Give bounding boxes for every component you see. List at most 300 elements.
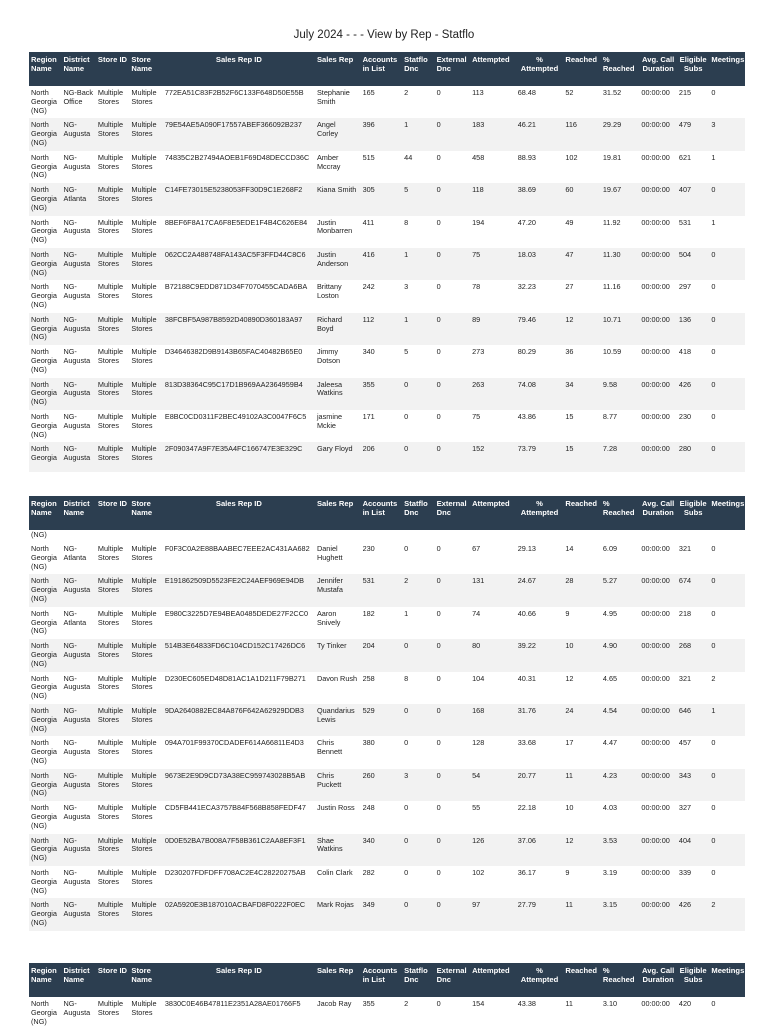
cell-sales-rep: Jimmy Dotson — [316, 347, 341, 365]
cell-store-name: Multiple Stores — [129, 639, 162, 671]
table-header-row — [29, 496, 745, 530]
cell-store-name: Multiple Stores — [131, 411, 157, 430]
cell-store-name: Multiple Stores — [131, 999, 157, 1017]
cell-statflo-dnc: 0 — [402, 704, 434, 736]
report-page-2 — [29, 496, 745, 931]
table-row — [29, 86, 745, 118]
cell-reached: 12 — [563, 313, 601, 345]
cell-avg-call-duration: 00:00:00 — [639, 898, 677, 930]
cell-region-name: North Georgia (NG) — [29, 898, 61, 930]
column-header-sales-rep-id: Sales Rep ID — [163, 496, 315, 530]
cell-accounts-in-list: 305 — [361, 183, 403, 215]
cell-pct-reached: 11.30 — [601, 248, 640, 280]
cell-accounts-in-list: 380 — [362, 738, 375, 748]
cell-pct-attempted: 31.76 — [516, 704, 564, 736]
cell-external-dnc: 0 — [436, 152, 441, 162]
cell-district-name: NG-Augusta — [63, 803, 91, 821]
cell-reached: 27 — [565, 282, 574, 292]
cell-store-id: Multiple Stores — [97, 152, 124, 171]
cell-district-name: NG-Augusta — [63, 347, 91, 365]
cell-district-name: NG-Back Office — [63, 88, 94, 106]
cell-attempted: 154 — [472, 999, 485, 1008]
cell-accounts-in-list: 531 — [361, 574, 403, 606]
cell-pct-reached: 4.23 — [601, 769, 640, 801]
cell-statflo-dnc: 5 — [402, 183, 434, 215]
cell-eligible-subs: 531 — [678, 217, 692, 227]
cell-attempted: 75 — [472, 411, 481, 421]
cell-pct-attempted: 40.66 — [517, 608, 536, 618]
column-header-sales-rep: Sales Rep — [315, 963, 361, 997]
cell-statflo-dnc: 0 — [402, 378, 434, 410]
cell-meetings: 0 — [711, 999, 716, 1008]
cell-region-name: North Georgia (NG) — [29, 248, 61, 280]
cell-meetings: 1 — [711, 217, 716, 227]
continuation-text: (NG) — [31, 530, 47, 539]
cell-district-name: NG-Augusta — [63, 282, 91, 301]
cell-sales-rep: jasmine Mckie — [316, 411, 343, 430]
cell-accounts-in-list: 416 — [361, 248, 403, 280]
cell-reached: 11 — [565, 999, 573, 1008]
cell-store-id: Multiple Stores — [96, 378, 129, 410]
cell-reached: 36 — [565, 347, 574, 357]
cell-pct-reached: 11.92 — [602, 217, 621, 227]
cell-sales-rep-id: B72188C9EDD871D34F7070455CADA6BA — [164, 282, 308, 292]
table-row — [29, 216, 745, 248]
column-header-pct-reached: % Reached — [601, 496, 640, 530]
cell-avg-call-duration: 00:00:00 — [641, 411, 670, 421]
cell-statflo-dnc: 44 — [404, 152, 413, 162]
cell-store-name: Multiple Stores — [129, 704, 162, 736]
cell-pct-reached: 10.71 — [601, 313, 640, 345]
cell-meetings: 0 — [709, 769, 745, 801]
cell-accounts-in-list: 112 — [361, 313, 403, 345]
cell-attempted: 104 — [472, 673, 485, 683]
cell-store-id: Multiple Stores — [96, 248, 129, 280]
cell-eligible-subs: 136 — [677, 313, 709, 345]
cell-store-name: Multiple Stores — [131, 673, 157, 692]
cell-reached: 15 — [565, 411, 574, 421]
cell-statflo-dnc: 2 — [404, 999, 409, 1008]
cell-store-id: Multiple Stores — [97, 347, 124, 365]
cell-pct-reached: 9.58 — [601, 378, 640, 410]
cell-statflo-dnc: 3 — [402, 769, 434, 801]
table-row — [29, 183, 745, 215]
cell-region-name: North Georgia (NG) — [31, 999, 57, 1026]
cell-meetings: 0 — [709, 442, 745, 472]
cell-meetings: 0 — [711, 738, 716, 748]
column-header-meetings: Meetings — [709, 496, 745, 530]
cell-reached: 102 — [565, 152, 578, 162]
table-row — [29, 442, 745, 472]
cell-store-id: Multiple Stores — [97, 999, 124, 1017]
cell-external-dnc: 0 — [435, 442, 470, 472]
cell-eligible-subs: 426 — [677, 378, 709, 410]
cell-reached: 116 — [563, 118, 601, 150]
cell-accounts-in-list: 411 — [362, 217, 375, 227]
cell-meetings: 2 — [709, 898, 745, 930]
cell-district-name: NG-Augusta — [61, 769, 95, 801]
cell-reached: 12 — [563, 834, 601, 866]
cell-meetings: 3 — [709, 118, 745, 150]
cell-sales-rep: Gary Floyd — [315, 442, 361, 472]
cell-pct-reached: 4.65 — [602, 673, 618, 683]
cell-pct-attempted: 46.21 — [516, 118, 564, 150]
cell-store-id: Multiple Stores — [97, 217, 124, 236]
cell-eligible-subs: 621 — [678, 152, 692, 162]
cell-region-name: North Georgia (NG) — [31, 544, 57, 571]
cell-sales-rep-id: 2F090347A9F7E35A4FC166747E3E329C — [163, 442, 315, 472]
cell-sales-rep: Justin Monbarren — [316, 217, 353, 236]
column-header-district-name: District Name — [61, 963, 95, 997]
cell-district-name: NG-Augusta — [61, 704, 95, 736]
cell-district-name: NG-Atlanta — [61, 183, 95, 215]
column-header-eligible-subs: Eligible Subs — [677, 52, 709, 86]
cell-sales-rep: Shae Watkins — [315, 834, 361, 866]
cell-store-name: Multiple Stores — [131, 282, 157, 301]
cell-reached: 28 — [563, 574, 601, 606]
cell-sales-rep: Jennifer Mustafa — [315, 574, 361, 606]
table-header-row — [29, 52, 745, 86]
cell-external-dnc: 0 — [436, 738, 441, 748]
cell-district-name: NG-Augusta — [63, 738, 91, 757]
column-header-meetings: Meetings — [709, 963, 745, 997]
cell-region-name: North Georgia (NG) — [29, 574, 61, 606]
cell-region-name: North Georgia (NG) — [29, 313, 61, 345]
cell-store-name: Multiple Stores — [131, 738, 157, 757]
cell-attempted: 78 — [472, 282, 481, 292]
column-header-sales-rep-id: Sales Rep ID — [163, 52, 315, 86]
table-row — [29, 898, 745, 930]
cell-eligible-subs: 407 — [677, 183, 709, 215]
cell-region-name: North Georgia (NG) — [29, 118, 61, 150]
cell-external-dnc: 0 — [435, 313, 470, 345]
cell-pct-reached: 10.59 — [602, 347, 622, 357]
cell-pct-reached: 4.95 — [602, 608, 618, 618]
cell-store-id: Multiple Stores — [97, 411, 124, 430]
cell-region-name: North Georgia (NG) — [31, 88, 57, 115]
cell-statflo-dnc: 1 — [404, 608, 409, 618]
cell-statflo-dnc: 3 — [404, 282, 409, 292]
cell-eligible-subs: 418 — [678, 347, 692, 357]
table-row — [29, 639, 745, 671]
cell-statflo-dnc: 8 — [404, 673, 409, 683]
cell-attempted: 183 — [470, 118, 516, 150]
cell-avg-call-duration: 00:00:00 — [639, 639, 677, 671]
cell-region-name: North Georgia — [29, 442, 61, 472]
cell-accounts-in-list: 258 — [362, 673, 375, 683]
column-header-reached: Reached — [563, 496, 601, 530]
table-row — [29, 672, 745, 704]
cell-meetings: 0 — [711, 803, 716, 813]
cell-external-dnc: 0 — [435, 704, 470, 736]
cell-pct-attempted: 24.67 — [516, 574, 564, 606]
cell-region-name: North Georgia (NG) — [29, 704, 61, 736]
cell-pct-attempted: 38.69 — [516, 183, 564, 215]
cell-attempted: 128 — [472, 738, 485, 748]
cell-region-name: North Georgia (NG) — [31, 803, 57, 830]
table-row — [29, 834, 745, 866]
cell-avg-call-duration: 00:00:00 — [641, 608, 670, 618]
cell-attempted: 273 — [472, 347, 485, 357]
cell-pct-reached: 3.10 — [602, 999, 618, 1008]
cell-reached: 49 — [565, 217, 574, 227]
cell-pct-attempted: 33.68 — [517, 738, 536, 748]
cell-eligible-subs: 321 — [678, 544, 692, 553]
cell-pct-attempted: 43.86 — [517, 411, 536, 421]
cell-region-name: North Georgia (NG) — [29, 183, 61, 215]
cell-external-dnc: 0 — [435, 769, 470, 801]
cell-sales-rep: Colin Clark — [316, 867, 353, 877]
cell-store-name: Multiple Stores — [131, 217, 157, 236]
column-header-accounts-in-list: Accounts in List — [361, 496, 403, 530]
cell-reached: 60 — [563, 183, 601, 215]
cell-attempted: 97 — [470, 898, 516, 930]
cell-store-name: Multiple Stores — [129, 118, 162, 150]
cell-eligible-subs: 321 — [678, 673, 692, 683]
column-header-reached: Reached — [563, 52, 601, 86]
table-row — [29, 801, 745, 833]
cell-statflo-dnc: 0 — [402, 898, 434, 930]
cell-sales-rep-id: D34646382D9B9143B65FAC40482B65E0 — [164, 347, 303, 357]
cell-district-name: NG-Augusta — [61, 639, 95, 671]
cell-accounts-in-list: 349 — [361, 898, 403, 930]
cell-sales-rep-id: E191862509D5523FE2C24AEF969E94DB — [163, 574, 315, 606]
table-row — [29, 704, 745, 736]
report-table — [29, 52, 745, 472]
cell-region-name: North Georgia (NG) — [31, 738, 57, 765]
cell-store-id: Multiple Stores — [96, 313, 129, 345]
column-header-region-name: Region Name — [29, 496, 61, 530]
cell-reached: 12 — [565, 673, 574, 683]
cell-external-dnc: 0 — [436, 999, 441, 1008]
cell-external-dnc: 0 — [436, 544, 441, 553]
cell-pct-reached: 7.28 — [601, 442, 640, 472]
cell-sales-rep-id: 813D38364C95C17D1B969AA2364959B4 — [163, 378, 315, 410]
cell-pct-attempted: 79.46 — [516, 313, 564, 345]
cell-statflo-dnc: 1 — [402, 313, 434, 345]
cell-store-name: Multiple Stores — [131, 803, 157, 821]
cell-district-name: NG-Augusta — [61, 378, 95, 410]
cell-store-id: Multiple Stores — [97, 673, 124, 692]
cell-eligible-subs: 215 — [678, 88, 692, 97]
cell-external-dnc: 0 — [436, 347, 441, 357]
cell-attempted: 458 — [472, 152, 485, 162]
cell-sales-rep: Richard Boyd — [315, 313, 361, 345]
cell-pct-reached: 29.29 — [601, 118, 640, 150]
cell-attempted: 75 — [470, 248, 516, 280]
cell-external-dnc: 0 — [435, 118, 470, 150]
cell-accounts-in-list: 396 — [361, 118, 403, 150]
cell-accounts-in-list: 242 — [362, 282, 375, 292]
cell-eligible-subs: 339 — [678, 867, 692, 877]
cell-store-id: Multiple Stores — [96, 118, 129, 150]
cell-external-dnc: 0 — [435, 183, 470, 215]
cell-attempted: 118 — [470, 183, 516, 215]
cell-avg-call-duration: 00:00:00 — [639, 118, 677, 150]
column-header-statflo-dnc: Statflo Dnc — [402, 52, 434, 86]
cell-sales-rep-id: 74835C2B27494AOEB1F69D48DECCD36C — [164, 152, 310, 162]
column-header-store-name: Store Name — [129, 963, 162, 997]
cell-pct-attempted: 40.31 — [517, 673, 536, 683]
column-header-attempted: Attempted — [470, 52, 516, 86]
cell-store-id: Multiple Stores — [96, 898, 129, 930]
cell-store-id: Multiple Stores — [96, 183, 129, 215]
column-header-pct-reached: % Reached — [601, 52, 640, 86]
cell-statflo-dnc: 0 — [404, 738, 409, 748]
cell-eligible-subs: 230 — [678, 411, 692, 421]
cell-avg-call-duration: 00:00:00 — [639, 248, 677, 280]
cell-region-name: North Georgia (NG) — [31, 282, 57, 309]
cell-region-name: North Georgia (NG) — [29, 639, 61, 671]
cell-pct-attempted: 74.08 — [516, 378, 564, 410]
cell-eligible-subs: 420 — [678, 999, 692, 1008]
cell-sales-rep: Justin Anderson — [315, 248, 361, 280]
cell-region-name: North Georgia (NG) — [31, 867, 57, 895]
table-row — [29, 574, 745, 606]
cell-eligible-subs: 426 — [677, 898, 709, 930]
cell-region-name: North Georgia (NG) — [31, 347, 57, 374]
table-row — [29, 607, 745, 639]
cell-sales-rep: Justin Ross — [316, 803, 355, 813]
report-page-1 — [29, 52, 745, 472]
table-row — [29, 248, 745, 280]
cell-pct-reached: 19.67 — [601, 183, 640, 215]
column-header-eligible-subs: Eligible Subs — [677, 963, 709, 997]
cell-pct-reached: 4.03 — [602, 803, 618, 813]
cell-sales-rep-id: D230EC605ED48D81AC1A1D211F79B271 — [164, 673, 306, 683]
cell-pct-attempted: 43.38 — [517, 999, 536, 1008]
column-header-region-name: Region Name — [29, 52, 61, 86]
cell-district-name: NG-Augusta — [61, 313, 95, 345]
cell-district-name: NG-Augusta — [63, 152, 91, 171]
column-header-avg-call-duration: Avg. Call Duration — [639, 496, 677, 530]
cell-reached: 14 — [565, 544, 574, 553]
cell-attempted: 113 — [472, 88, 484, 97]
column-header-avg-call-duration: Avg. Call Duration — [639, 963, 677, 997]
cell-meetings: 0 — [711, 867, 716, 877]
cell-pct-reached: 19.81 — [602, 152, 622, 162]
cell-eligible-subs: 297 — [678, 282, 692, 292]
cell-accounts-in-list: 182 — [362, 608, 375, 618]
table-row — [29, 151, 745, 183]
cell-avg-call-duration: 00:00:00 — [639, 378, 677, 410]
cell-eligible-subs: 646 — [677, 704, 709, 736]
cell-store-name: Multiple Stores — [129, 834, 162, 866]
cell-store-id: Multiple Stores — [97, 867, 124, 886]
table-row — [29, 280, 745, 312]
cell-sales-rep: Chris Bennett — [316, 738, 343, 757]
cell-meetings: 2 — [711, 673, 716, 683]
cell-sales-rep-id: CD5FB441ECA3757B84F568B858FEDF47 — [164, 803, 306, 813]
cell-external-dnc: 0 — [436, 867, 441, 877]
cell-external-dnc: 0 — [435, 834, 470, 866]
cell-avg-call-duration: 00:00:00 — [641, 544, 670, 553]
cell-avg-call-duration: 00:00:00 — [641, 999, 670, 1008]
cell-store-name: Multiple Stores — [131, 347, 157, 365]
column-header-external-dnc: External Dnc — [435, 963, 470, 997]
cell-pct-attempted: 37.06 — [516, 834, 564, 866]
cell-meetings: 0 — [711, 411, 716, 421]
column-header-accounts-in-list: Accounts in List — [361, 52, 403, 86]
column-header-statflo-dnc: Statflo Dnc — [402, 496, 434, 530]
cell-meetings: 0 — [709, 378, 745, 410]
cell-attempted: 168 — [470, 704, 516, 736]
cell-attempted: 131 — [470, 574, 516, 606]
cell-statflo-dnc: 0 — [402, 834, 434, 866]
cell-eligible-subs: 327 — [678, 803, 692, 813]
cell-statflo-dnc: 1 — [402, 248, 434, 280]
cell-sales-rep-id: 0D0E52BA7B008A7F58B361C2AA8EF3F1 — [163, 834, 315, 866]
cell-accounts-in-list: 340 — [361, 834, 403, 866]
cell-accounts-in-list: 171 — [362, 411, 375, 421]
cell-accounts-in-list: 165 — [362, 88, 375, 97]
cell-meetings: 0 — [709, 248, 745, 280]
cell-region-name: North Georgia (NG) — [31, 673, 57, 701]
cell-accounts-in-list: 248 — [362, 803, 375, 813]
column-header-region-name: Region Name — [29, 963, 61, 997]
continuation-row — [29, 530, 745, 542]
cell-avg-call-duration: 00:00:00 — [641, 867, 670, 877]
cell-avg-call-duration: 00:00:00 — [639, 834, 677, 866]
cell-sales-rep-id: 38FCBF5A987B8592D40890D360183A97 — [163, 313, 315, 345]
column-header-sales-rep: Sales Rep — [315, 496, 361, 530]
cell-meetings: 1 — [711, 152, 716, 162]
cell-pct-reached: 4.90 — [601, 639, 640, 671]
cell-store-id: Multiple Stores — [96, 639, 129, 671]
cell-reached: 47 — [563, 248, 601, 280]
cell-meetings: 0 — [711, 608, 716, 618]
cell-region-name: North Georgia (NG) — [31, 608, 57, 636]
cell-sales-rep: Mark Rojas — [315, 898, 361, 930]
cell-meetings: 0 — [711, 544, 716, 553]
cell-district-name: NG-Augusta — [61, 834, 95, 866]
table-row — [29, 118, 745, 150]
cell-pct-attempted: 27.79 — [516, 898, 564, 930]
cell-sales-rep-id: 9DA2640882EC84A876F642A62929DDB3 — [163, 704, 315, 736]
cell-accounts-in-list: 515 — [362, 152, 375, 162]
cell-pct-attempted: 47.20 — [517, 217, 536, 227]
cell-sales-rep-id: 514B3E64833FD6C104CD152C17426DC6 — [163, 639, 315, 671]
table-header-row — [29, 963, 745, 997]
cell-store-id: Multiple Stores — [96, 834, 129, 866]
cell-external-dnc: 0 — [436, 217, 441, 227]
cell-store-name: Multiple Stores — [129, 769, 162, 801]
cell-store-name: Multiple Stores — [131, 867, 157, 886]
cell-store-id: Multiple Stores — [96, 704, 129, 736]
cell-eligible-subs: 218 — [678, 608, 692, 618]
cell-store-name: Multiple Stores — [131, 608, 157, 627]
cell-district-name: NG-Augusta — [61, 898, 95, 930]
cell-district-name: NG-Augusta — [61, 118, 95, 150]
column-header-avg-call-duration: Avg. Call Duration — [639, 52, 677, 86]
cell-district-name: NG-Augusta — [63, 867, 91, 886]
cell-store-name: Multiple Stores — [131, 544, 157, 562]
cell-statflo-dnc: 8 — [404, 217, 409, 227]
cell-sales-rep-id: 094A701F99370CDADEF614A66811E4D3 — [164, 738, 304, 748]
cell-district-name: NG-Augusta — [61, 574, 95, 606]
cell-pct-attempted: 73.79 — [516, 442, 564, 472]
cell-meetings: 0 — [709, 639, 745, 671]
cell-meetings: 0 — [711, 88, 716, 97]
cell-accounts-in-list: 355 — [361, 378, 403, 410]
cell-pct-attempted: 20.77 — [516, 769, 564, 801]
cell-store-id: Multiple Stores — [97, 608, 124, 627]
cell-sales-rep: Kiana Smith — [315, 183, 361, 215]
column-header-external-dnc: External Dnc — [435, 52, 470, 86]
column-header-statflo-dnc: Statflo Dnc — [402, 963, 434, 997]
cell-external-dnc: 0 — [435, 639, 470, 671]
report-table — [29, 496, 745, 931]
